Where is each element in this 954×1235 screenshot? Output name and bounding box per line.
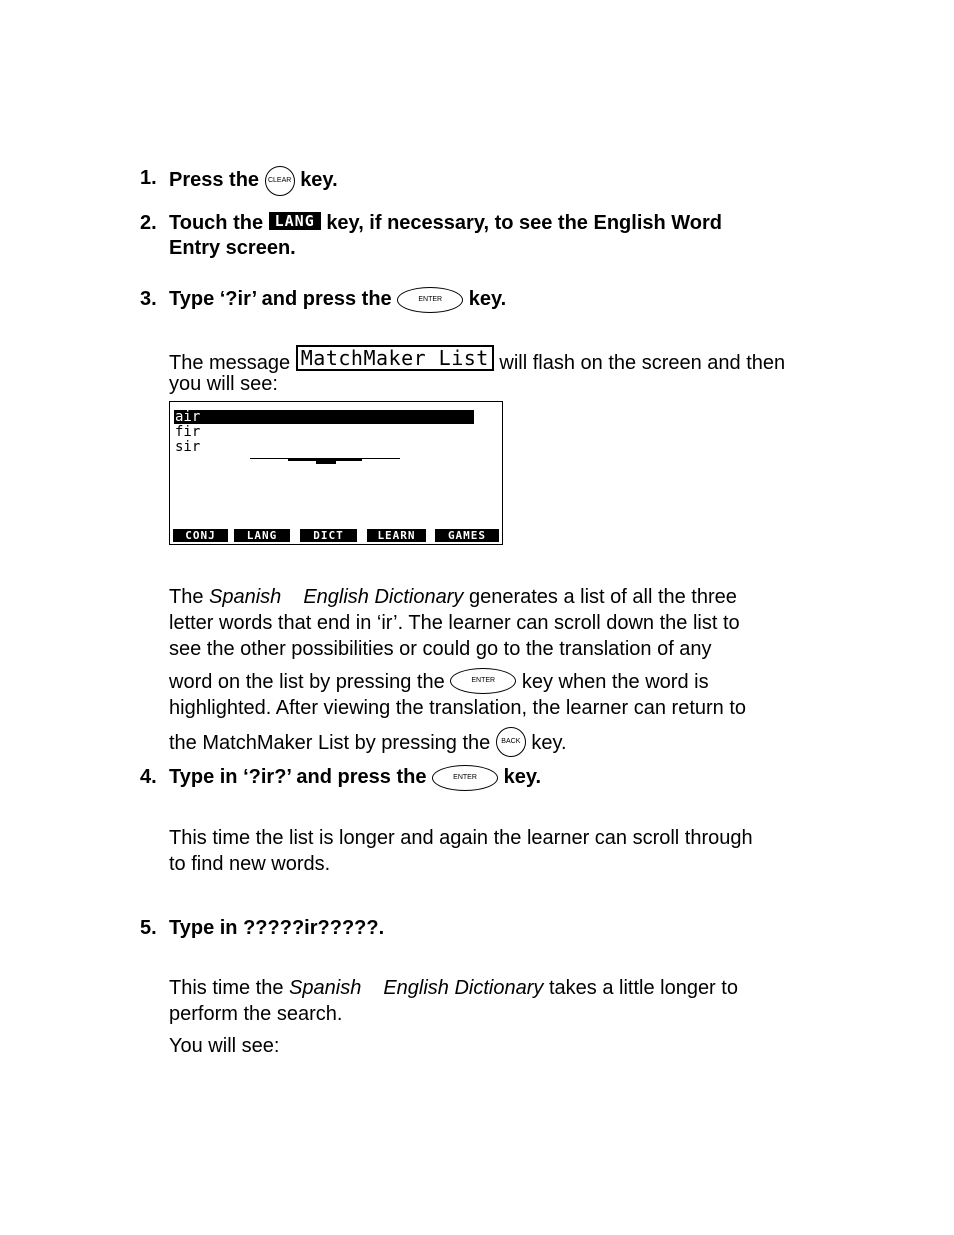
text: word on the list by pressing the: [169, 671, 445, 693]
word-item: air: [175, 409, 201, 425]
text: generates a list of all the three: [463, 586, 737, 608]
longer-list-paragraph: [169, 825, 753, 877]
enter-key-icon: ENTER: [450, 668, 516, 694]
message-paragraph-line2: you will see:: [169, 373, 278, 395]
step-number: 4.: [140, 766, 157, 788]
step-text: key.: [503, 766, 542, 788]
italic-text: English Dictionary: [303, 586, 464, 608]
step-number: 1.: [140, 167, 157, 189]
step-text: Type in ‘?ir?’ and press the: [169, 766, 427, 788]
text: the MatchMaker List by pressing the: [169, 732, 491, 754]
text: key when the word is: [521, 671, 709, 693]
text: This time the: [169, 977, 290, 999]
message-text: The message: [169, 352, 291, 374]
paragraph-line: [169, 727, 809, 757]
step-text: Type ‘?ir’ and press the: [169, 288, 392, 310]
you-will-see-text: You will see:: [169, 1035, 280, 1057]
text: The: [169, 586, 210, 608]
step-text: key.: [300, 169, 338, 191]
enter-key-icon: ENTER: [397, 287, 463, 313]
divider-tab-small: [316, 460, 336, 464]
step-text: Type in ?????ir?????.: [169, 917, 385, 939]
softkey-lang: LANG: [234, 529, 290, 542]
paragraph-line: see the other possibilities or could go to the translation of any: [169, 638, 712, 660]
paragraph-line: perform the search.: [169, 1003, 343, 1025]
search-paragraph: [169, 975, 738, 1027]
step-text: Touch the: [169, 212, 264, 234]
softkey-games: GAMES: [435, 529, 499, 542]
word-item: fir: [175, 424, 201, 440]
step-number: 2.: [140, 212, 157, 234]
back-key-icon: BACK: [496, 727, 526, 757]
paragraph-line: [169, 975, 738, 1001]
device-screen: [169, 401, 503, 545]
paragraph-line: [169, 584, 809, 610]
clear-key-icon: CLEAR: [265, 166, 295, 196]
paragraph-line: letter words that end in ‘ir’. The learner can scroll down the list to: [169, 612, 740, 634]
paragraph-line: [169, 668, 809, 695]
list-paragraph: [169, 584, 809, 757]
step-text-line2: Entry screen.: [169, 237, 296, 259]
softkey-conj: CONJ: [173, 529, 228, 542]
paragraph-line: to find new words.: [169, 853, 331, 875]
softkey-dict: DICT: [300, 529, 357, 542]
message-text: will flash on the screen and then: [499, 352, 786, 374]
step-number: 5.: [140, 917, 157, 939]
paragraph-line: highlighted. After viewing the translation, the learner can return to: [169, 697, 747, 719]
matchmaker-list-message: MatchMaker List: [296, 345, 494, 371]
softkey-learn: LEARN: [367, 529, 426, 542]
step-text: key, if necessary, to see the English Word: [326, 212, 723, 234]
text: key.: [531, 732, 567, 754]
text: takes a little longer to: [543, 977, 738, 999]
step-number: 3.: [140, 288, 157, 310]
enter-key-icon: ENTER: [432, 765, 498, 791]
paragraph-line: This time the list is longer and again the learner can scroll through: [169, 827, 753, 849]
italic-text: Spanish: [289, 977, 362, 999]
italic-text: English Dictionary: [383, 977, 544, 999]
step-text: key.: [468, 288, 507, 310]
highlight-bar: [174, 410, 474, 424]
step-text: Press the: [169, 169, 260, 191]
word-item: sir: [175, 439, 201, 455]
italic-text: Spanish: [209, 586, 282, 608]
lang-key-icon: LANG: [269, 212, 321, 230]
